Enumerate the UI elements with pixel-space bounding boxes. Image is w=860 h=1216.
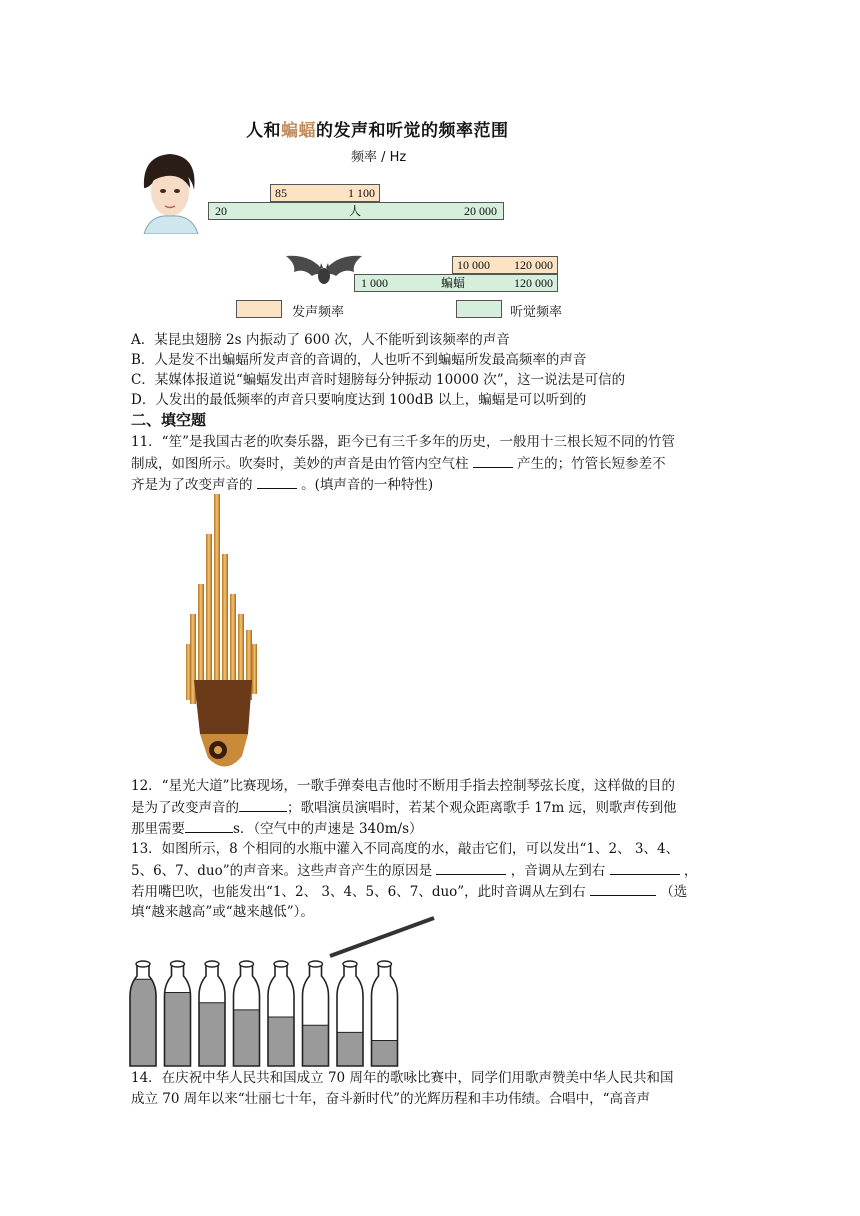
bottle-water-4 (234, 1010, 260, 1066)
q11-line2-text-b: 产生的；竹管长短参差不 (512, 456, 666, 472)
section-title: 二、填空题 (131, 411, 207, 429)
q13-blank-1[interactable] (436, 860, 506, 875)
q11-blank-1[interactable] (473, 453, 513, 468)
legend-hearing-label: 听觉频率 (510, 305, 563, 320)
q13-line2-text-b: ，音调从左到右 (506, 863, 610, 879)
q12-line1: 12．“星光大道”比赛现场，一歌手弹奏电吉他时不断用手指去控制琴弦长度，这样做的目的 (131, 778, 675, 794)
human-label: 人 (349, 204, 362, 218)
legend-voice-swatch (236, 300, 282, 318)
bottle-water-3 (199, 1003, 225, 1066)
figure-title-bat: 蝙蝠 (281, 121, 316, 141)
bottle-5 (268, 961, 294, 1066)
bottle-6 (303, 961, 329, 1066)
q13-line1: 13．如图所示，8 个相同的水瓶中灌入不同高度的水，敲击它们，可以发出“1、2、 3、4、 (131, 841, 680, 857)
frequency-range-figure (136, 100, 576, 322)
q12-blank-2[interactable] (185, 818, 233, 833)
bottle-4 (234, 961, 260, 1066)
q11-line1: 11．“笙”是我国古老的吹奏乐器，距今已有三千多年的历史，一般用十三根长短不同的竹管 (131, 434, 675, 450)
q11-line2-text-a: 制成，如图所示。吹奏时，美妙的声音是由竹管内空气柱 (131, 456, 473, 472)
human-voice-high: 1 100 (348, 186, 375, 200)
figure-unit: 频率 / Hz (351, 150, 407, 165)
water-bottles-illustration (126, 912, 446, 1072)
bottle-1 (130, 961, 156, 1066)
q13-line2-text-c: ， (679, 863, 698, 879)
bat-label: 蝙蝠 (441, 276, 466, 290)
bat-hearing-high: 120 000 (514, 276, 553, 290)
q13-line2-text-a: 5、6、7、duo”的声音来。这些声音产生的原因是 (131, 863, 437, 879)
q13-line3-text-a: 若用嘴巴吹，也能发出“1、2、 3、4、5、6、7、duo”，此时音调从左到右 (131, 884, 590, 900)
q13-line3-text-b: （选 (655, 884, 688, 900)
q12-line2 (131, 797, 677, 818)
q11-blank-2[interactable] (257, 474, 297, 489)
q12-line2-text-a: 是为了改变声音的 (131, 800, 239, 816)
legend-hearing-swatch (456, 300, 502, 318)
woman-illustration (136, 148, 206, 234)
bottle-2 (165, 961, 191, 1066)
q13-line4: 填“越来越高”或“越来越低”）。 (131, 904, 314, 920)
human-voice-bar (270, 184, 380, 202)
human-hearing-high: 20 000 (464, 204, 497, 218)
q13-line3 (131, 881, 687, 902)
q12-line3 (131, 818, 423, 839)
option-b: B．人是发不出蝙蝠所发声音的音调的，人也听不到蝙蝠所发最高频率的声音 (131, 352, 587, 368)
figure-title-prefix: 人和 (246, 121, 281, 141)
figure-title (246, 116, 509, 141)
q13-line2 (131, 860, 697, 881)
bottle-water-1 (130, 979, 156, 1066)
sheng-instrument-illustration (186, 494, 266, 776)
legend-voice-label: 发声频率 (292, 305, 345, 320)
q12-line3-text-b: s．（空气中的声速是 340m/s） (233, 821, 423, 837)
bat-hearing-low: 1 000 (361, 276, 388, 290)
bottle-water-8 (372, 1041, 398, 1067)
option-d: D．人发出的最低频率的声音只要响度达到 100dB 以上，蝙蝠是可以听到的 (131, 392, 587, 408)
q13-blank-2[interactable] (610, 860, 680, 875)
q14-line1: 14．在庆祝中华人民共和国成立 70 周年的歌咏比赛中，同学们用歌声赞美中华人民共和国 (131, 1070, 674, 1086)
q12-blank-1[interactable] (239, 797, 287, 812)
bottle-3 (199, 961, 225, 1066)
bottle-water-5 (268, 1017, 294, 1066)
human-hearing-low: 20 (215, 204, 227, 218)
bat-voice-low: 10 000 (457, 258, 490, 272)
q12-line3-text-a: 那里需要 (131, 821, 185, 837)
q12-line2-text-b: ；歌唱演员演唱时，若某个观众距离歌手 17m 远，则歌声传到他 (287, 800, 677, 816)
bat-voice-high: 120 000 (514, 258, 553, 272)
figure-title-suffix: 的发声和听觉的频率范围 (316, 121, 509, 141)
bottle-8 (372, 961, 398, 1066)
q14-line2: 成立 70 周年以来“壮丽七十年，奋斗新时代”的光辉历程和丰功伟绩。合唱中，“高音声 (131, 1091, 650, 1107)
q11-line2 (131, 453, 666, 474)
bottle-water-7 (337, 1032, 363, 1066)
q11-line3-text-a: 齐是为了改变声音的 (131, 477, 257, 493)
bat-voice-bar (452, 256, 558, 274)
bottle-7 (337, 961, 363, 1066)
option-a: A．某昆虫翅膀 2s 内振动了 600 次，人不能听到该频率的声音 (131, 332, 510, 348)
bat-hearing-bar (354, 274, 558, 292)
option-c: C．某媒体报道说“蝙蝠发出声音时翅膀每分钟振动 10000 次”，这一说法是可信的 (131, 372, 626, 388)
human-voice-low: 85 (275, 186, 287, 200)
bottle-water-6 (303, 1025, 329, 1066)
q13-blank-3[interactable] (590, 881, 656, 896)
q11-line3 (131, 474, 433, 495)
q11-line3-text-b: 。(填声音的一种特性) (296, 477, 434, 493)
striking-rod (330, 918, 434, 956)
human-hearing-bar (208, 202, 504, 220)
bottle-water-2 (165, 993, 191, 1066)
